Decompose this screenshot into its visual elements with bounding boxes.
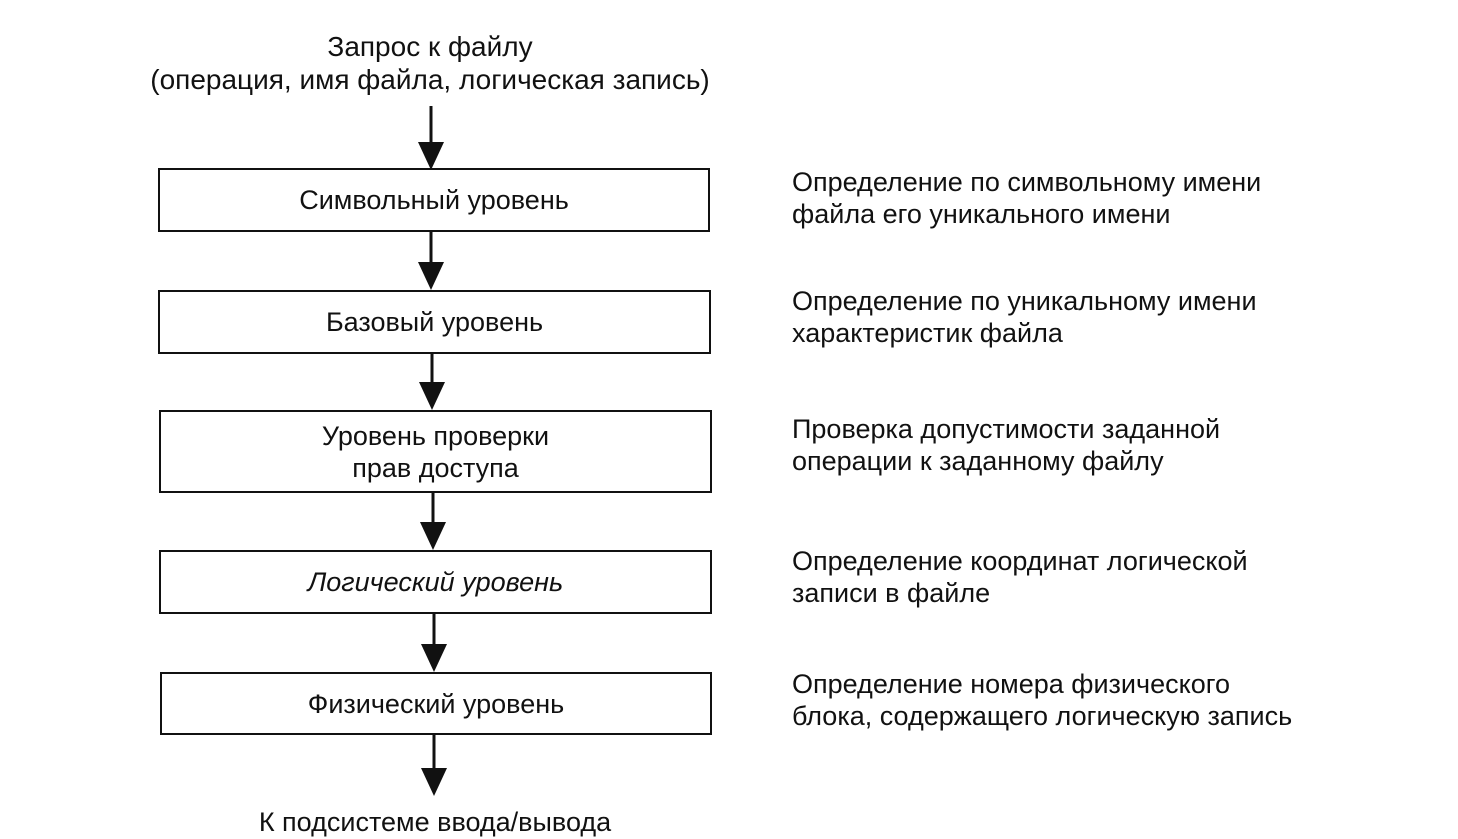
level-desc-base (792, 285, 1432, 349)
arrow-logical-to-physical (421, 614, 447, 672)
level-box-access-check-line2: прав доступа (352, 452, 519, 483)
level-desc-symbolic (792, 166, 1432, 230)
arrow-base-to-access (419, 354, 445, 410)
level-desc-logical-line2: записи в файле (792, 578, 991, 608)
arrow-input-to-symbolic (418, 106, 444, 170)
arrow-physical-to-io (421, 735, 447, 796)
level-desc-base-line2: характеристик файла (792, 318, 1063, 348)
level-desc-base-line1: Определение по уникальному имени (792, 286, 1257, 316)
level-box-access-check-line1: Уровень проверки (321, 420, 550, 451)
output-label: К подсистеме ввода/вывода (258, 807, 612, 837)
level-box-access-check (159, 410, 712, 493)
level-desc-access-check-line1: Проверка допустимости заданной (792, 414, 1221, 444)
arrow-symbolic-to-base (418, 232, 444, 290)
level-desc-logical-line1: Определение координат логической (792, 546, 1248, 576)
level-box-symbolic (158, 168, 710, 232)
level-box-base (158, 290, 711, 354)
input-label-line2: (операция, имя файла, логическая запись) (150, 64, 710, 95)
level-desc-symbolic-line1: Определение по символьному имени (792, 167, 1262, 197)
input-label-line1: Запрос к файлу (327, 31, 533, 62)
level-box-logical (159, 550, 712, 614)
level-box-logical-label: Логический уровень (307, 567, 564, 597)
level-desc-physical-line2: блока, содержащего логическую запись (792, 701, 1293, 731)
level-box-base-label: Базовый уровень (325, 307, 544, 337)
level-desc-access-check-line2: операции к заданному файлу (792, 446, 1164, 476)
level-desc-symbolic-line2: файла его уникального имени (792, 199, 1171, 229)
level-desc-access-check (792, 413, 1432, 477)
level-desc-physical-line1: Определение номера физического (792, 669, 1230, 699)
level-desc-logical (792, 545, 1432, 609)
level-desc-physical (792, 668, 1432, 732)
arrow-access-to-logical (420, 493, 446, 550)
level-box-physical-label: Физический уровень (307, 688, 565, 719)
level-box-physical (160, 672, 712, 735)
level-box-symbolic-label: Символьный уровень (299, 185, 569, 215)
